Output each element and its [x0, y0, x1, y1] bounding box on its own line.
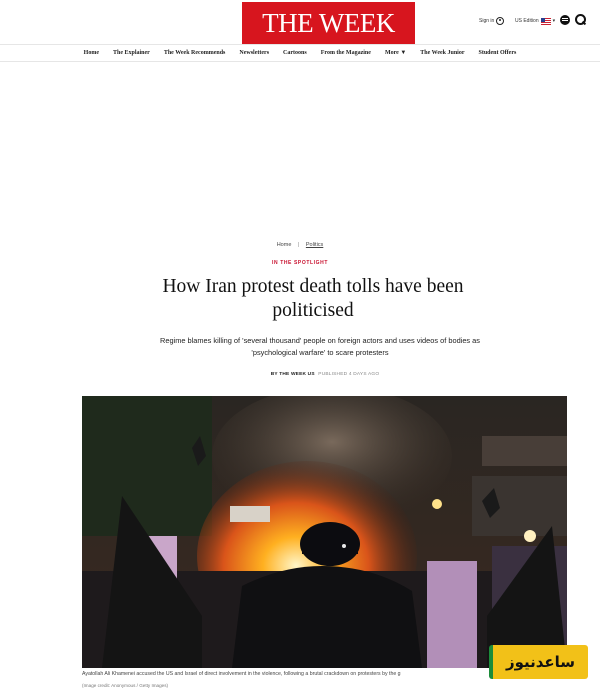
article-headline: How Iran protest death tolls have been politicised — [162, 276, 464, 321]
nav-item-cartoons[interactable]: Cartoons — [283, 50, 307, 56]
image-credit: (Image credit: Anonymous / Getty Images) — [82, 683, 169, 688]
breadcrumb — [0, 242, 600, 248]
search-icon[interactable] — [575, 14, 586, 25]
nav-item-junior[interactable]: The Week Junior — [420, 50, 465, 56]
us-flag-icon — [541, 18, 551, 25]
byline-published: PUBLISHED 4 DAYS AGO — [318, 372, 380, 377]
nav-item-student-offers[interactable]: Student Offers — [478, 50, 517, 56]
nav-item-newsletters[interactable]: Newsletters — [239, 50, 270, 56]
ad-space — [0, 62, 600, 237]
user-icon — [496, 17, 504, 25]
nav-item-more[interactable]: More ▼ — [384, 50, 407, 56]
nav-item-home[interactable]: Home — [83, 50, 99, 56]
newsletter-icon[interactable] — [560, 15, 570, 25]
breadcrumb-home[interactable]: Home — [276, 242, 292, 248]
sign-in-label: Sign in — [479, 18, 495, 24]
edition-selector[interactable] — [515, 14, 555, 28]
nav-item-recommends[interactable]: The Week Recommends — [163, 50, 226, 56]
article-standfirst: Regime blames killing of 'several thousand' people on foreign actors and uses videos of bodies as 'psychological warfare' to scare protesters — [160, 336, 480, 357]
image-caption: Ayatollah Ali Khamenei accused the US and Israel of direct involvement in the violence, following a brutal crackdown on protesters by the g — [82, 671, 401, 677]
nav-item-magazine[interactable]: From the Magazine — [320, 50, 371, 56]
article-image — [82, 396, 567, 668]
main-nav — [0, 44, 600, 62]
edition-label: US Edition — [515, 18, 539, 24]
chevron-down-icon: ▾ — [552, 18, 556, 24]
protest-photo-illustration — [82, 396, 567, 668]
breadcrumb-section[interactable]: Politics — [305, 242, 324, 248]
article-kicker[interactable]: IN THE SPOTLIGHT — [272, 260, 328, 266]
site-logo[interactable]: THE WEEK — [242, 2, 415, 44]
sign-in-link[interactable] — [479, 14, 504, 28]
breadcrumb-separator: | — [297, 242, 300, 248]
article-byline — [0, 372, 600, 377]
nav-item-explainer[interactable]: The Explainer — [112, 50, 150, 56]
site-header — [0, 0, 600, 44]
byline-author[interactable]: BY THE WEEK US — [270, 372, 315, 377]
watermark-logo: ساعدنیوز — [489, 645, 588, 679]
